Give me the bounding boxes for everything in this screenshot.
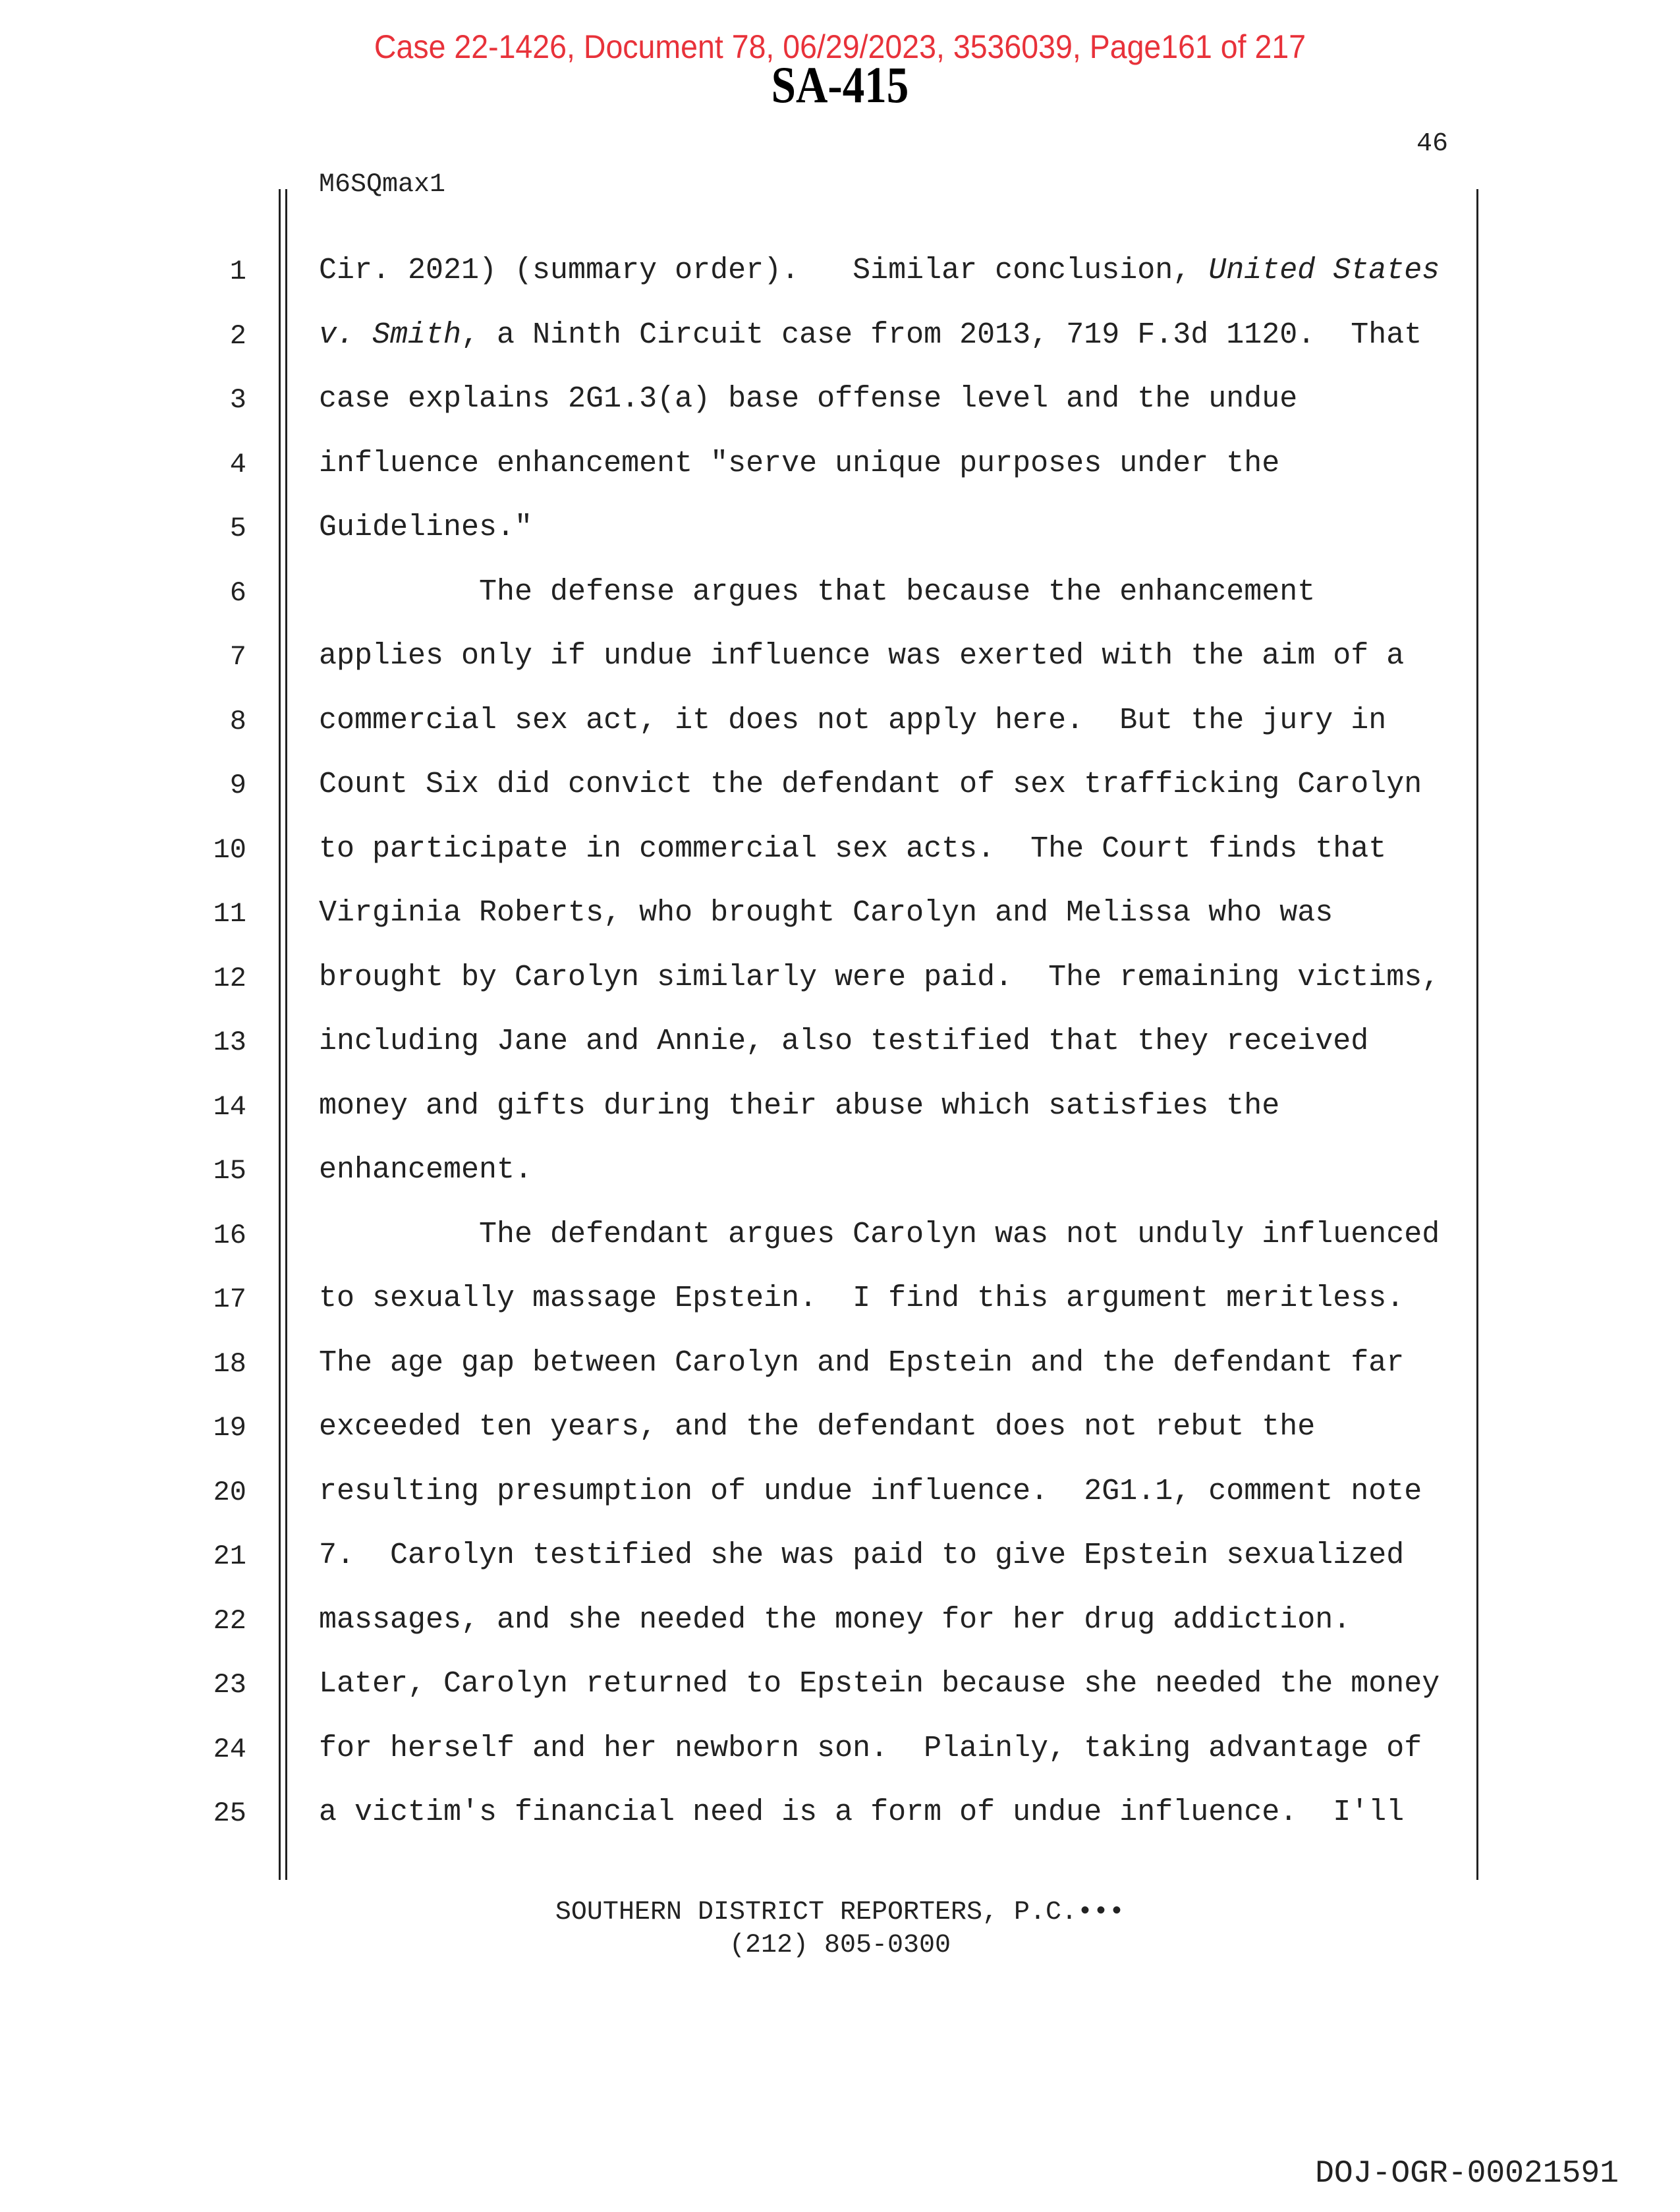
transcript-line: enhancement. bbox=[319, 1153, 533, 1187]
line-number: 9 bbox=[229, 770, 246, 801]
line-number: 16 bbox=[213, 1219, 246, 1251]
transcript-line: a victim's financial need is a form of undue influence. I'll bbox=[319, 1796, 1405, 1829]
transcript-line: for herself and her newborn son. Plainly, taking advantage of bbox=[319, 1731, 1422, 1765]
case-name: United States bbox=[1208, 254, 1440, 287]
case-stamp: Case 22-1426, Document 78, 06/29/2023, 3536039, Page161 of 217 bbox=[374, 28, 1306, 65]
transcript-line: brought by Carolyn similarly were paid. The remaining victims, bbox=[319, 960, 1440, 994]
line-number: 10 bbox=[213, 834, 246, 866]
transcript-line: Virginia Roberts, who brought Carolyn and Melissa who was bbox=[319, 896, 1333, 930]
left-margin-rule bbox=[279, 189, 281, 1880]
line-number: 8 bbox=[229, 705, 246, 737]
line-number: 6 bbox=[229, 577, 246, 609]
transcript-line: The defense argues that because the enhancement bbox=[319, 575, 1316, 609]
transcript-line: to participate in commercial sex acts. The Court finds that bbox=[319, 832, 1387, 866]
line-number: 5 bbox=[229, 513, 246, 544]
line-number: 24 bbox=[213, 1733, 246, 1765]
line-number: 4 bbox=[229, 448, 246, 480]
reporter-phone: (212) 805-0300 bbox=[729, 1931, 951, 1960]
transcript-line: Cir. 2021) (summary order). Similar conclusion, United States bbox=[319, 254, 1440, 287]
line-number: 2 bbox=[229, 320, 246, 352]
transcript-line: The age gap between Carolyn and Epstein and the defendant far bbox=[319, 1346, 1405, 1380]
line-number: 1 bbox=[229, 256, 246, 287]
transcript-line: 7. Carolyn testified she was paid to give Epstein sexualized bbox=[319, 1539, 1405, 1572]
right-margin-rule bbox=[1476, 189, 1478, 1880]
case-name: v. Smith bbox=[319, 318, 462, 352]
transcript-line: Later, Carolyn returned to Epstein because she needed the money bbox=[319, 1667, 1440, 1701]
transcript-line: case explains 2G1.3(a) base offense level and the undue bbox=[319, 382, 1298, 416]
transcript-line: including Jane and Annie, also testified that they received bbox=[319, 1025, 1369, 1058]
line-number: 12 bbox=[213, 962, 246, 994]
line-number: 22 bbox=[213, 1604, 246, 1637]
line-number: 13 bbox=[213, 1027, 246, 1058]
transcript-line: money and gifts during their abuse which satisfies the bbox=[319, 1089, 1280, 1123]
transcript-line: Count Six did convict the defendant of sex trafficking Carolyn bbox=[319, 768, 1422, 801]
line-number: 20 bbox=[213, 1476, 246, 1508]
line-number: 23 bbox=[213, 1669, 246, 1701]
line-number: 19 bbox=[213, 1412, 246, 1444]
line-number: 21 bbox=[213, 1541, 246, 1572]
line-number: 7 bbox=[229, 641, 246, 673]
transcript-line: The defendant argues Carolyn was not unduly influenced bbox=[319, 1217, 1440, 1251]
line-number: 18 bbox=[213, 1347, 246, 1380]
transcript-line: to sexually massage Epstein. I find this argument meritless. bbox=[319, 1282, 1405, 1315]
line-number: 3 bbox=[229, 384, 246, 416]
line-number: 15 bbox=[213, 1155, 246, 1187]
line-number: 25 bbox=[213, 1798, 246, 1829]
transcript-line: massages, and she needed the money for her drug addiction. bbox=[319, 1602, 1351, 1637]
transcript-line: Guidelines." bbox=[319, 511, 533, 544]
left-margin-rule-inner bbox=[285, 189, 287, 1880]
transcript-code: M6SQmax1 bbox=[319, 170, 446, 200]
sa-page-label: SA-415 bbox=[771, 56, 909, 113]
bates-number: DOJ-OGR-00021591 bbox=[1315, 2156, 1619, 2192]
page-number: 46 bbox=[1416, 129, 1449, 159]
transcript-line: resulting presumption of undue influence. 2G1.1, comment note bbox=[319, 1474, 1422, 1508]
transcript-line: commercial sex act, it does not apply here. But the jury in bbox=[319, 703, 1387, 737]
transcript-line: influence enhancement "serve unique purposes under the bbox=[319, 446, 1280, 480]
reporter-name: SOUTHERN DISTRICT REPORTERS, P.C.••• bbox=[555, 1898, 1125, 1927]
line-number: 14 bbox=[213, 1091, 246, 1123]
transcript-line: v. Smith, a Ninth Circuit case from 2013, 719 F.3d 1120. That bbox=[319, 318, 1422, 352]
transcript-line: applies only if undue influence was exerted with the aim of a bbox=[319, 639, 1405, 673]
transcript-line: exceeded ten years, and the defendant does not rebut the bbox=[319, 1410, 1316, 1444]
line-number: 11 bbox=[213, 898, 246, 930]
line-number: 17 bbox=[213, 1284, 246, 1315]
